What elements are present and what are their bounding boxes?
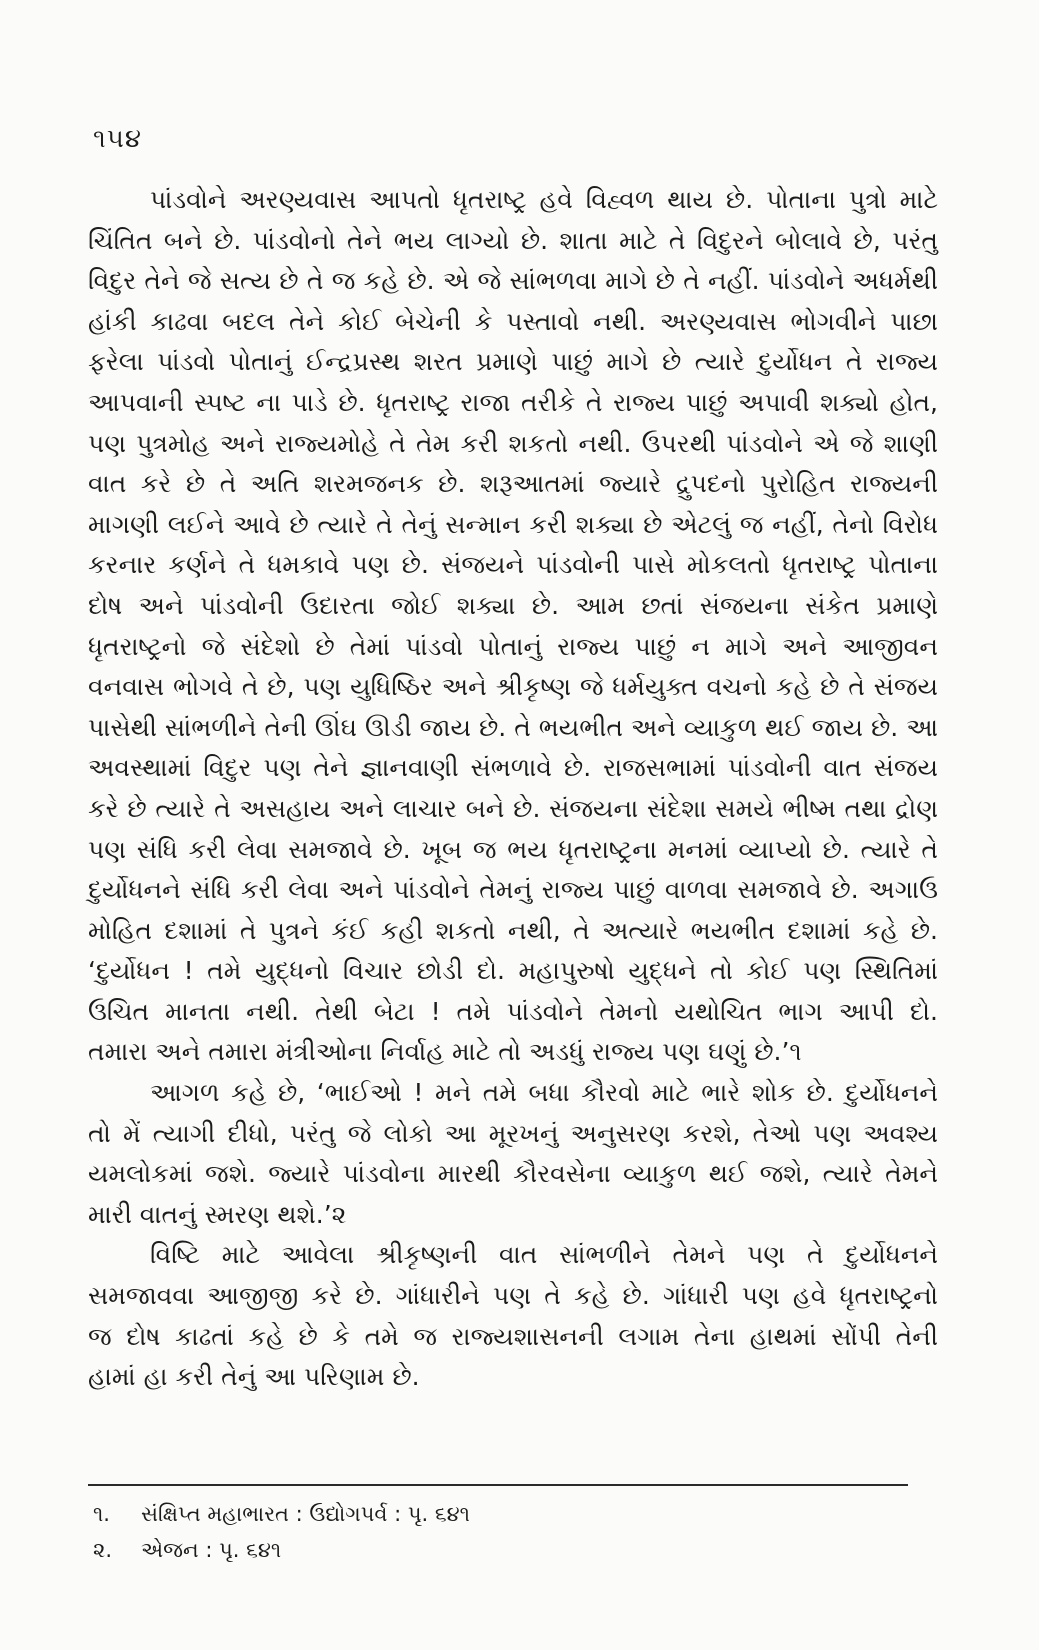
footnote-text: સંક્ષિપ્ત મહાભારત : ઉદ્યોગપર્વ : પૃ. ૬૪૧ — [141, 1502, 470, 1526]
text-line: જ દોષ કાઢતાં કહે છે કે તમે જ રાજ્યશાસનની લગામ તેના હાથમાં સોંપી તેની — [88, 1321, 938, 1351]
text-line: વિદુર તેને જે સત્ય છે તે જ કહે છે. એ જે સાંભળવા માગે છે તે નહીં. પાંડવોને અધર્મથી — [88, 266, 938, 296]
text-line: પણ સંધિ કરી લેવા સમજાવે છે. ખૂબ જ ભય ધૃતરાષ્ટ્રના મનમાં વ્યાપ્યો છે. ત્યારે તે — [88, 834, 938, 864]
text-line: દુર્યોધનને સંધિ કરી લેવા અને પાંડવોને તેમનું રાજ્ય પાછું વાળવા સમજાવે છે. અગાઉ — [88, 875, 938, 905]
text-line: દોષ અને પાંડવોની ઉદારતા જોઈ શક્યા છે. આમ છતાં સંજયના સંકેત પ્રમાણે — [88, 590, 938, 620]
text-line: આગળ કહે છે, ‘ભાઈઓ ! મને તમે બધા કૌરવો માટે ભારે શોક છે. દુર્યોધનને — [150, 1078, 938, 1108]
text-line: ફરેલા પાંડવો પોતાનું ઈન્દ્રપ્રસ્થ શરત પ્રમાણે પાછું માગે છે ત્યારે દુર્યોધન તે રાજ્ય — [88, 347, 938, 377]
footnote-divider — [88, 1484, 908, 1486]
text-line: હાંકી કાઢવા બદલ તેને કોઈ બેચેની કે પસ્તાવો નથી. અરણ્યવાસ ભોગવીને પાછા — [88, 306, 938, 336]
quote-line: ઉચિત માનતા નથી. તેથી બેટા ! તમે પાંડવોને તેમનો યથોચિત ભાગ આપી દો. — [88, 996, 938, 1026]
quote-line: ‘દુર્યોધન ! તમે યુદ્ધનો વિચાર છોડી દો. મહાપુરુષો યુદ્ધને તો કોઈ પણ સ્થિતિમાં — [88, 956, 938, 986]
quote-line: તમારા અને તમારા મંત્રીઓના નિર્વાહ માટે તો અડધું રાજ્ય પણ ઘણું છે.’૧ — [88, 1037, 802, 1067]
text-line: કરે છે ત્યારે તે અસહાય અને લાચાર બને છે. સંજયના સંદેશા સમયે ભીષ્મ તથા દ્રોણ — [88, 793, 938, 823]
footnote-number: ૨. — [93, 1538, 113, 1562]
text-line: આપવાની સ્પષ્ટ ના પાડે છે. ધૃતરાષ્ટ્ર રાજા તરીકે તે રાજ્ય પાછું અપાવી શક્યો હોત, — [88, 387, 938, 417]
text-line: વનવાસ ભોગવે તે છે, પણ યુધિષ્ઠિર અને શ્રીકૃષ્ણ જે ધર્મયુક્ત વચનો કહે છે તે સંજય — [88, 672, 938, 702]
text-line: સમજાવવા આજીજી કરે છે. ગાંધારીને પણ તે કહે છે. ગાંધારી પણ હવે ધૃતરાષ્ટ્રનો — [88, 1281, 938, 1311]
text-line: કરનાર કર્ણને તે ધમકાવે પણ છે. સંજયને પાંડવોની પાસે મોકલતો ધૃતરાષ્ટ્ર પોતાના — [88, 550, 938, 580]
text-line: ચિંતિત બને છે. પાંડવોનો તેને ભય લાગ્યો છે. શાતા માટે તે વિદુરને બોલાવે છે, પરંતુ — [88, 225, 938, 255]
text-line: તો મેં ત્યાગી દીધો, પરંતુ જે લોકો આ મૂરખનું અનુસરણ કરશે, તેઓ પણ અવશ્ય — [88, 1118, 938, 1148]
text-line: પાંડવોને અરણ્યવાસ આપતો ધૃતરાષ્ટ્ર હવે વિહ્વળ થાય છે. પોતાના પુત્રો માટે — [150, 185, 938, 214]
text-line: માગણી લઈને આવે છે ત્યારે તે તેનું સન્માન કરી શક્યા છે એટલું જ નહીં, તેનો વિરોધ — [88, 509, 938, 539]
text-line: હામાં હા કરી તેનું આ પરિણામ છે. — [88, 1362, 420, 1392]
footnote-item — [93, 1532, 470, 1568]
text-line: મારી વાતનું સ્મરણ થશે.’૨ — [88, 1199, 347, 1229]
footnote-text: એજન : પૃ. ૬૪૧ — [141, 1538, 282, 1562]
text-line: યમલોકમાં જશે. જ્યારે પાંડવોના મારથી કૌરવસેના વ્યાકુળ થઈ જશે, ત્યારે તેમને — [88, 1159, 938, 1189]
text-line: પાસેથી સાંભળીને તેની ઊંઘ ઊડી જાય છે. તે ભયભીત અને વ્યાકુળ થઈ જાય છે. આ — [88, 712, 938, 742]
text-line: ધૃતરાષ્ટ્રનો જે સંદેશો છે તેમાં પાંડવો પોતાનું રાજ્ય પાછું ન માગે અને આજીવન — [88, 631, 938, 661]
text-line: અવસ્થામાં વિદુર પણ તેને જ્ઞાનવાણી સંભળાવે છે. રાજસભામાં પાંડવોની વાત સંજય — [88, 753, 938, 783]
body-text — [88, 180, 938, 1398]
text-line: વિષ્ટિ માટે આવેલા શ્રીકૃષ્ણની વાત સાંભળીને તેમને પણ તે દુર્યોધનને — [150, 1240, 938, 1270]
text-line: વાત કરે છે તે અતિ શરમજનક છે. શરૂઆતમાં જ્યારે દ્રુપદનો પુરોહિત રાજ્યની — [88, 469, 938, 499]
footnotes — [93, 1496, 470, 1568]
text-line: મોહિત દશામાં તે પુત્રને કંઈ કહી શકતો નથી, તે અત્યારે ભયભીત દશામાં કહે છે. — [88, 915, 938, 945]
footnote-item — [93, 1496, 470, 1532]
footnote-number: ૧. — [93, 1502, 110, 1526]
text-line: પણ પુત્રમોહ અને રાજ્યમોહે તે તેમ કરી શકતો નથી. ઉપરથી પાંડવોને એ જે શાણી — [88, 428, 938, 458]
page-number: ૧૫૪ — [93, 124, 142, 154]
